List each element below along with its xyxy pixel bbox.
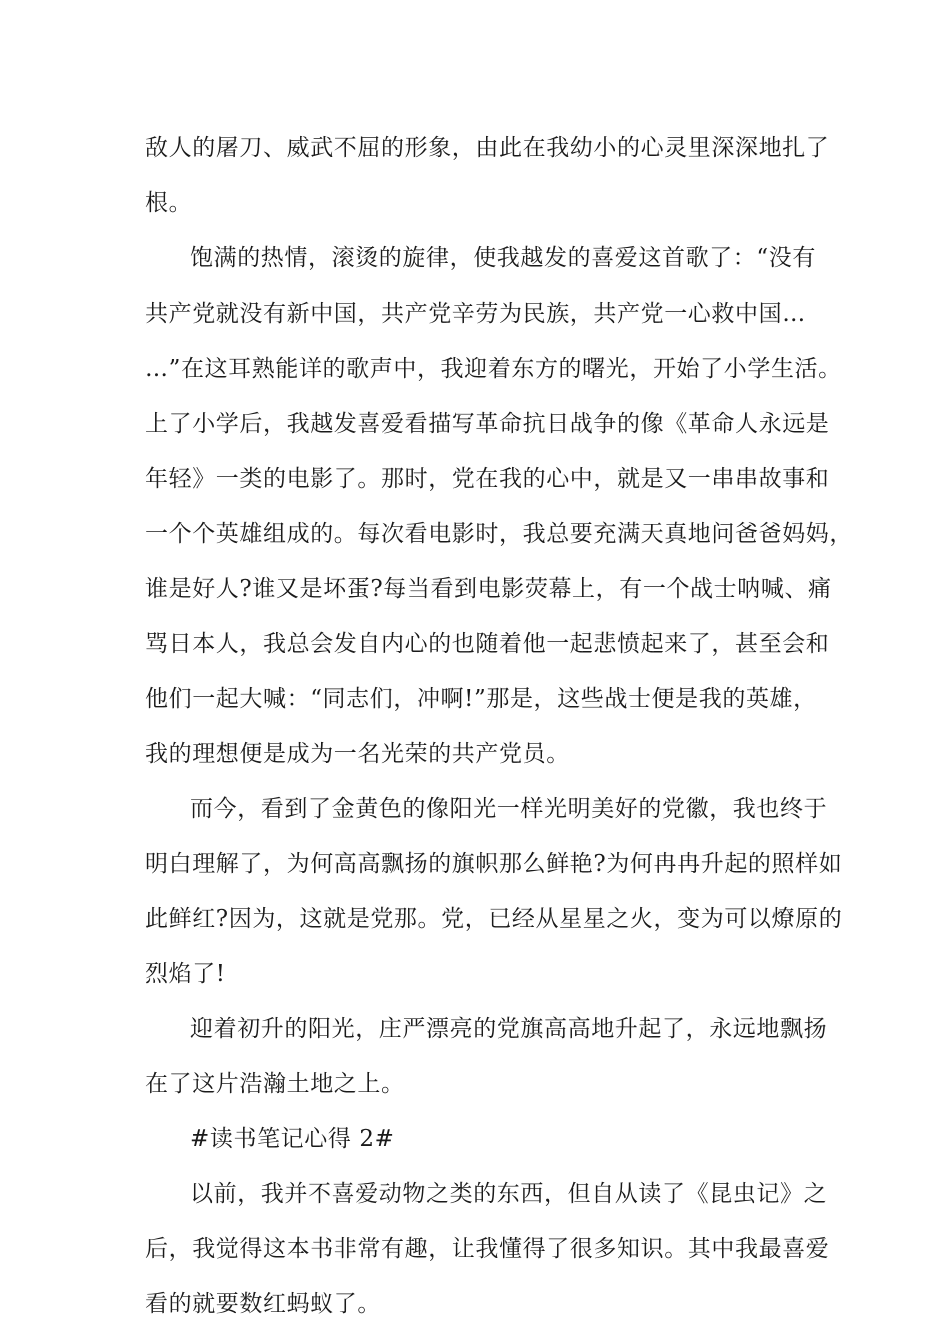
text-line: 共产党就没有新中国，共产党辛劳为民族，共产党一心救中国… <box>145 301 806 327</box>
text-line: 看的就要数红蚂蚁了。 <box>145 1291 381 1317</box>
text-line: 此鲜红?因为，这就是党那。党，已经从星星之火，变为可以燎原的 <box>145 906 843 932</box>
text-line: 一个个英雄组成的。每次看电影时，我总要充满天真地问爸爸妈妈， <box>145 521 853 547</box>
text-line: 我的理想便是成为一名光荣的共产党员。 <box>145 741 570 767</box>
paragraph-start-line: 而今，看到了金黄色的像阳光一样光明美好的党徽，我也终于 <box>190 796 828 822</box>
text-line: …”在这耳熟能详的歌声中，我迎着东方的曙光，开始了小学生活。 <box>145 356 842 382</box>
text-line: 上了小学后，我越发喜爱看描写革命抗日战争的像《革命人永远是 <box>145 411 830 437</box>
text-line: 明白理解了，为何高高飘扬的旗帜那么鲜艳?为何冉冉升起的照样如 <box>145 851 843 877</box>
text-line: 烈焰了! <box>145 961 226 987</box>
text-line: 在了这片浩瀚土地之上。 <box>145 1071 405 1097</box>
text-line: 敌人的屠刀、威武不屈的形象，由此在我幼小的心灵里深深地扎了 <box>145 135 830 161</box>
text-line: 谁是好人?谁又是坏蛋?每当看到电影荧幕上，有一个战士呐喊、痛 <box>145 576 832 602</box>
paragraph-start-line: 迎着初升的阳光，庄严漂亮的党旗高高地升起了，永远地飘扬 <box>190 1016 828 1042</box>
text-line: 年轻》一类的电影了。那时，党在我的心中，就是又一串串故事和 <box>145 466 830 492</box>
text-line: 他们一起大喊：“同志们，冲啊!”那是，这些战士便是我的英雄， <box>145 686 817 712</box>
text-line: 根。 <box>145 190 193 216</box>
text-line: 后，我觉得这本书非常有趣，让我懂得了很多知识。其中我最喜爱 <box>145 1236 830 1262</box>
section-heading: #读书笔记心得 2# <box>190 1126 395 1152</box>
text-line: 骂日本人，我总会发自内心的也随着他一起悲愤起来了，甚至会和 <box>145 631 830 657</box>
paragraph-start-line: 饱满的热情，滚烫的旋律，使我越发的喜爱这首歌了：“没有 <box>190 245 816 271</box>
paragraph-start-line: 以前，我并不喜爱动物之类的东西，但自从读了《昆虫记》之 <box>190 1181 828 1207</box>
